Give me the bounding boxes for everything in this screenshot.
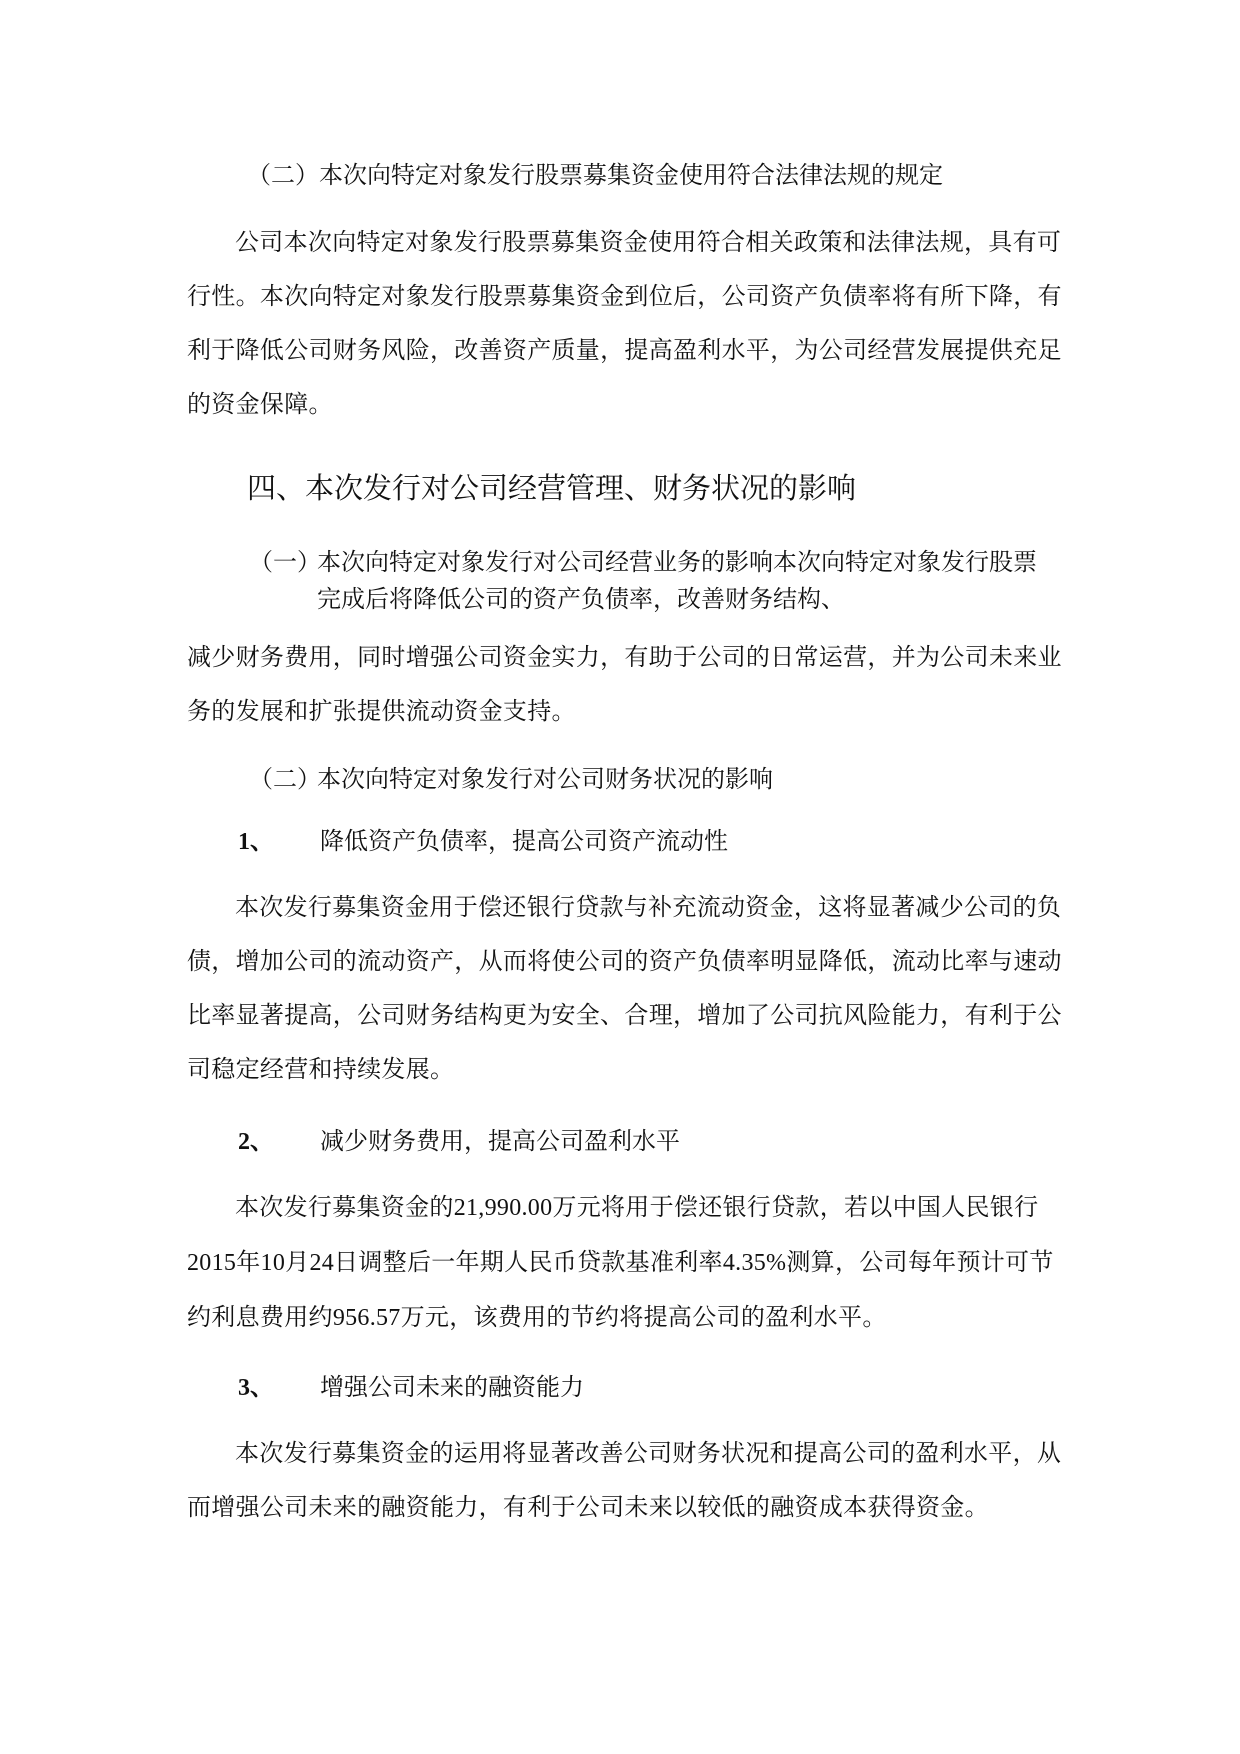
text-segment: 万元，该费用的节约将提高公司的盈利水平。 [400,1303,887,1331]
subsection-label-1: （一） [249,548,321,576]
saving-value: 956.57 [332,1305,401,1331]
year-value: 2015 [187,1250,237,1276]
item-heading-2 [238,1114,680,1169]
amount-value: 21,990.00 [453,1195,553,1221]
subsection-operations-impact [249,544,1079,618]
item-title-3: 增强公司未来的融资能力 [320,1373,584,1401]
subsection-title-fundraising-compliance: （二）本次向特定对象发行股票募集资金使用符合法律法规的规定 [247,161,943,189]
subsection-title-text: 本次向特定对象发行对公司财务状况的影响 [317,765,773,793]
paragraph-item-1: 本次发行募集资金用于偿还银行贷款与补充流动资金，这将显著减少公司的负债，增加公司的流动资产，从而将使公司的资产负债率明显降低，流动比率与速动比率显著提高，公司财务结构更为安全、合理，增加了公司抗风险能力，有利于公司稳定经营和持续发展。 [187,893,1062,1083]
section-title-impact: 四、本次发行对公司经营管理、财务状况的影响 [247,471,857,505]
paragraph-fundraising-compliance: 公司本次向特定对象发行股票募集资金使用符合相关政策和法律法规，具有可行性。本次向特定对象发行股票募集资金到位后，公司资产负债率将有所下降，有利于降低公司财务风险，改善资产质量，提高盈利水平，为公司经营发展提供充足的资金保障。 [187,228,1062,418]
paragraph-operations-impact: 减少财务费用，同时增强公司资金实力，有助于公司的日常运营，并为公司未来业务的发展和扩张提供流动资金支持。 [187,643,1062,725]
item-number-3: 3、 [238,1375,274,1401]
item-number-2: 2、 [238,1129,274,1155]
text-segment: 万元将用于偿还银行贷款，若以中国人民银行 [552,1193,1039,1221]
item-heading-3 [238,1360,584,1415]
month-value: 10 [260,1250,286,1276]
subsection-line-1: 本次向特定对象发行对公司经营业务的影响本次向特定对象发行股票 [317,548,1037,576]
text-segment: 年 [236,1248,261,1276]
subsection-line-2: 完成后将降低公司的资产负债率，改善财务结构、 [317,585,845,613]
text-segment: 日调整后一年期人民币贷款基准利率 [334,1248,723,1276]
item-title-1: 降低资产负债率，提高公司资产流动性 [320,827,728,855]
paragraph-item-2 [187,1180,1067,1345]
item-heading-1 [238,814,728,869]
text-segment: 月 [285,1248,310,1276]
text-segment: 测算，公司每年预计可节约利息费用约 [187,1248,1054,1331]
item-number-1: 1、 [238,829,274,855]
paragraph-item-3: 本次发行募集资金的运用将显著改善公司财务状况和提高公司的盈利水平，从而增强公司未来的融资能力，有利于公司未来以较低的融资成本获得资金。 [187,1439,1062,1521]
item-title-2: 减少财务费用，提高公司盈利水平 [320,1127,680,1155]
rate-value: 4.35% [722,1250,787,1276]
subsection-title-financial-impact [249,752,773,806]
text-segment: 本次发行募集资金的 [235,1193,454,1221]
subsection-label-2: （二） [249,765,321,793]
day-value: 24 [309,1250,335,1276]
